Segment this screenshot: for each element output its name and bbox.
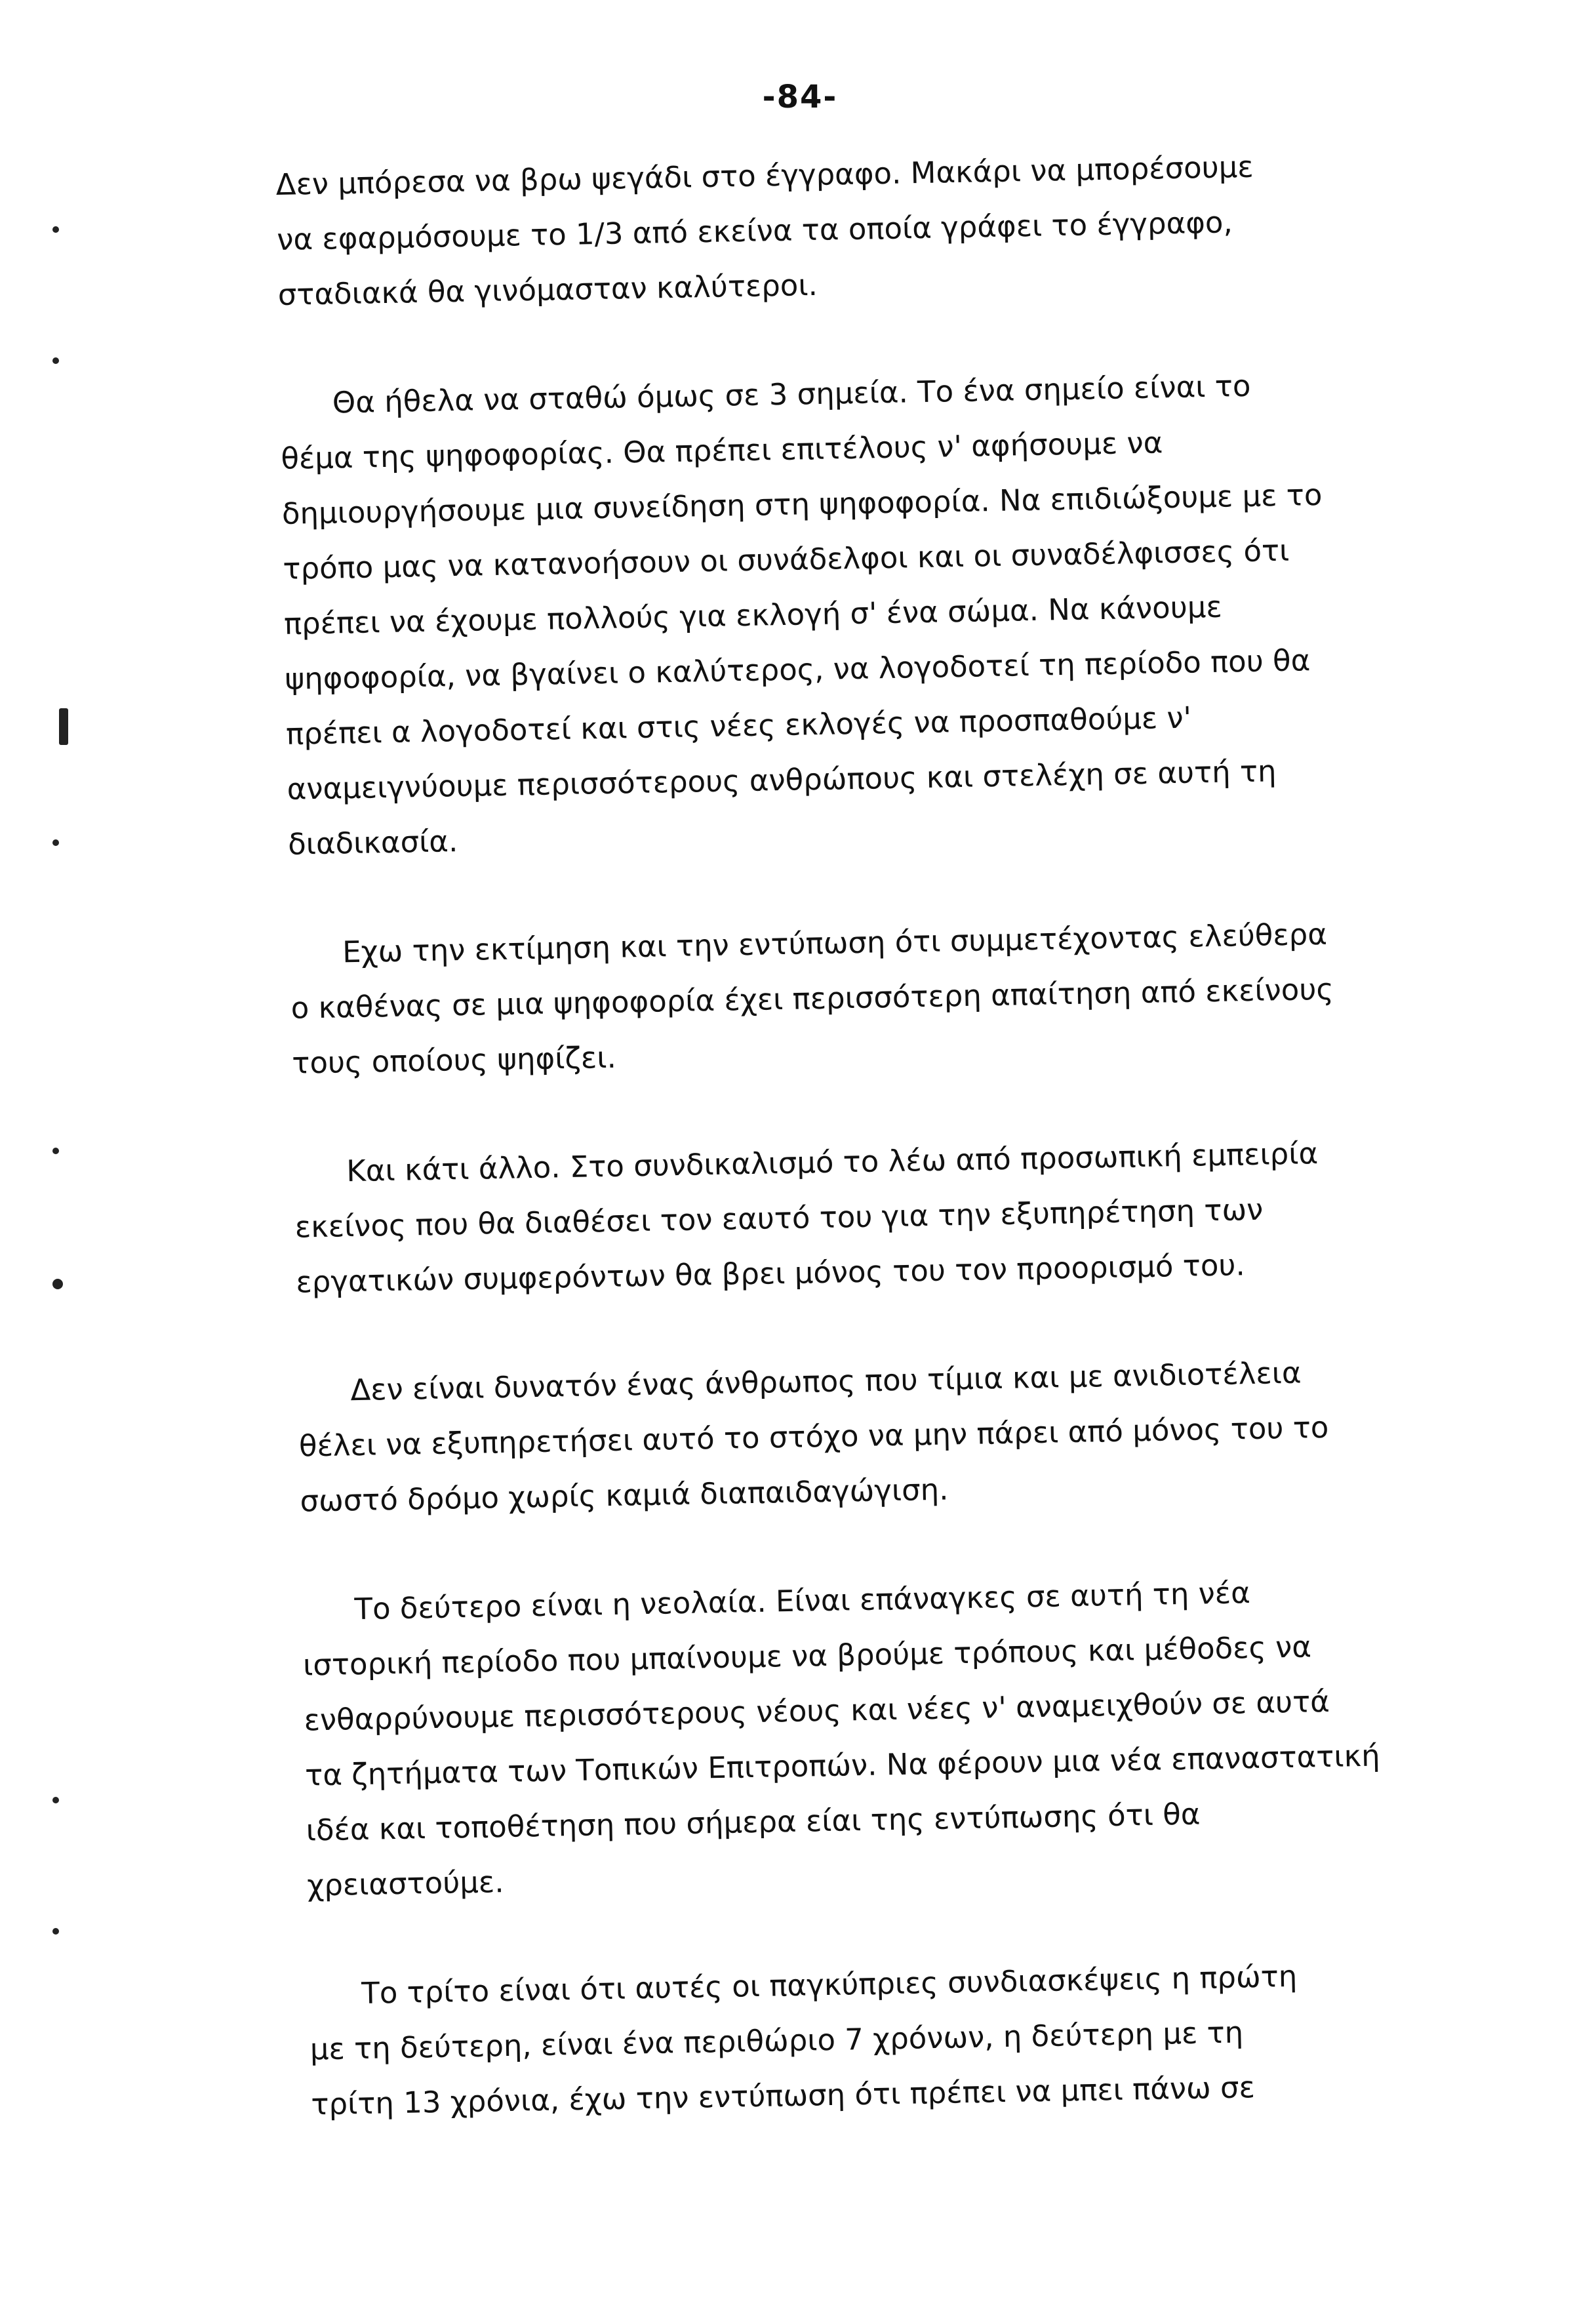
text-line: τρίτη 13 χρόνια, έχω την εντύπωση ότι πρέπει να μπει πάνω σε bbox=[310, 2070, 1256, 2122]
text-line: σταδιακά θα γινόμασταν καλύτεροι. bbox=[277, 267, 818, 312]
margin-mark bbox=[52, 357, 59, 364]
text-line: Θα ήθελα να σταθώ όμως σε 3 σημεία. Το ένα σημείο είναι το bbox=[332, 368, 1251, 420]
text-line: διαδικασία. bbox=[287, 824, 458, 862]
paragraph-7 bbox=[309, 1946, 1446, 2133]
text-line: Δεν είναι δυνατόν ένας άνθρωπος που τίμια και με ανιδιοτέλεια bbox=[349, 1355, 1302, 1408]
margin-mark bbox=[52, 1797, 59, 1803]
paragraph-6 bbox=[302, 1562, 1442, 1914]
text-line: χρειαστούμε. bbox=[306, 1864, 504, 1903]
text-line: αναμειγνύουμε περισσότερους ανθρώπους και στελέχη σε αυτή τη bbox=[287, 753, 1277, 807]
paragraph-1 bbox=[275, 136, 1412, 323]
text-line: Το τρίτο είναι ότι αυτές οι παγκύπριες συνδιασκέψεις η πρώτη bbox=[361, 1958, 1298, 2011]
text-line: ιδέα και τοποθέτηση που σήμερα είαι της εντύπωσης ότι θα bbox=[306, 1796, 1201, 1848]
margin-mark bbox=[52, 839, 59, 846]
margin-mark bbox=[52, 226, 59, 233]
text-line: Και κάτι άλλο. Στο συνδικαλισμό το λέω από προσωπική εμπειρία bbox=[346, 1136, 1319, 1189]
text-line: θέλει να εξυπηρετήσει αυτό το στόχο να μην πάρει από μόνος του το bbox=[298, 1409, 1329, 1464]
text-line: σωστό δρόμο χωρίς καμιά διαπαιδαγώγιση. bbox=[300, 1472, 949, 1519]
margin-mark bbox=[52, 1928, 59, 1935]
text-line: με τη δεύτερη, είναι ένα περιθώριο 7 χρόνων, η δεύτερη με τη bbox=[309, 2015, 1244, 2067]
paragraph-3 bbox=[289, 905, 1426, 1091]
text-line: δημιουργήσουμε μια συνείδηση στη ψηφοφορία. Να επιδιώξουμε με το bbox=[281, 477, 1323, 531]
text-line: ενθαρρύνουμε περισσότερους νέους και νέες ν' αναμειχθούν σε αυτά bbox=[304, 1683, 1330, 1738]
text-line: ο καθένας σε μια ψηφοφορία έχει περισσότερη απαίτηση από εκείνους bbox=[290, 971, 1334, 1026]
text-line: Δεν μπόρεσα να βρω ψεγάδι στο έγγραφο. Μακάρι να μπορέσουμε bbox=[275, 149, 1254, 202]
text-line: ψηφοφορία, να βγαίνει ο καλύτερος, να λογοδοτεί τη περίοδο που θα bbox=[285, 643, 1311, 696]
text-line: πρέπει α λογοδοτεί και στις νέες εκλογές να προσπαθούμε ν' bbox=[285, 700, 1192, 752]
text-line: ιστορική περίοδο που μπαίνουμε να βρούμε τρόπους και μέθοδες να bbox=[302, 1629, 1312, 1683]
margin-mark bbox=[52, 1279, 63, 1289]
text-line: τρόπο μας να κατανοήσουν οι συνάδελφοι και οι συναδέλφισσες ότι bbox=[283, 532, 1290, 586]
text-line: να εφαρμόσουμε το 1/3 από εκείνα τα οποία γράφει το έγγραφο, bbox=[276, 205, 1233, 257]
text-line: Το δεύτερο είναι η νεολαία. Είναι επάναγκες σε αυτή τη νέα bbox=[354, 1575, 1251, 1627]
document-body bbox=[275, 136, 1446, 2186]
text-line: εργατικών συμφερόντων θα βρει μόνος του τον προορισμό του. bbox=[295, 1247, 1246, 1300]
paragraph-2 bbox=[279, 355, 1423, 872]
paragraph-4 bbox=[294, 1124, 1431, 1310]
page-number: -84- bbox=[762, 79, 838, 115]
text-line: Εχω την εκτίμηση και την εντύπωση ότι συμμετέχοντας ελεύθερα bbox=[342, 916, 1328, 970]
text-line: τους οποίους ψηφίζει. bbox=[291, 1039, 617, 1081]
margin-mark bbox=[52, 1148, 59, 1154]
paragraph-5 bbox=[298, 1343, 1435, 1529]
margin-bar-mark bbox=[59, 708, 68, 745]
text-line: τα ζητήματα των Τοπικών Επιτροπών. Να φέρουν μια νέα επαναστατική bbox=[304, 1738, 1381, 1793]
text-line: θέμα της ψηφοφορίας. Θα πρέπει επιτέλους ν' αφήσουμε να bbox=[280, 425, 1163, 476]
text-line: εκείνος που θα διαθέσει τον εαυτό του για την εξυπηρέτηση των bbox=[294, 1192, 1264, 1245]
text-line: πρέπει να έχουμε πολλούς για εκλογή σ' ένα σώμα. Να κάνουμε bbox=[283, 589, 1223, 641]
